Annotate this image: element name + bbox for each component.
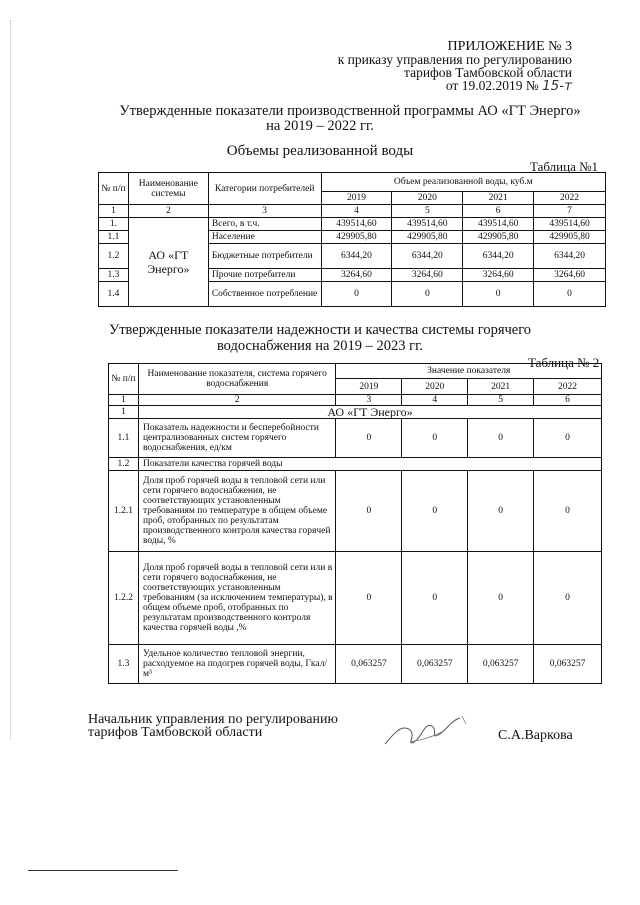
t1-cell: 439514,60 [463,218,534,231]
t2-row-num: 1.3 [109,645,139,684]
t2-cell: 0 [402,419,468,458]
t2-year: 2022 [534,379,602,395]
t1-cell: 0 [392,282,463,307]
t1-index-cell: 1 [99,205,129,218]
t2-year: 2019 [336,379,402,395]
t1-cell: 3264,60 [321,269,392,282]
t2-cell: 0 [468,471,534,552]
t1-row-category: Собственное потребление [208,282,321,307]
table2-title-line1: Утвержденные показатели надежности и качества системы горячего [108,322,532,338]
table2-title-line2: водоснабжения на 2019 – 2023 гг. [216,338,424,354]
t1-cell: 0 [463,282,534,307]
appendix-authority: тарифов Тамбовской области [404,65,572,80]
t2-cell: 0 [534,419,602,458]
bottom-rule [28,870,178,871]
t1-index-cell: 2 [128,205,208,218]
footer-position [88,713,338,739]
footer-position-line2: тарифов Тамбовской области [88,725,263,740]
main-title-line2: на 2019 – 2022 гг. [266,118,374,134]
t1-cell: 439514,60 [392,218,463,231]
appendix-order-ref: к приказу управления по регулированию [337,52,572,67]
t2-index-cell: 4 [402,395,468,406]
table1-subtitle: Объемы реализованной воды [226,143,414,159]
table-row [109,552,602,645]
t2-cell: 0 [336,419,402,458]
t1-row-num: 1.2 [99,244,129,269]
t2-cell: 0 [336,471,402,552]
t1-row-num: 1.1 [99,231,129,244]
table-row [109,419,602,458]
table-row [109,645,602,684]
t1-system-name: АО «ГТ Энерго» [128,218,208,307]
table-row [99,218,606,231]
t1-header-num: № п/п [99,173,129,205]
appendix-date-text: от 19.02.2019 № [445,78,539,93]
t2-header-num: № п/п [109,364,139,395]
t2-org-name: АО «ГТ Энерго» [138,406,601,419]
t2-cell: 0 [402,471,468,552]
t1-index-cell: 7 [534,205,606,218]
appendix-order-number: 15-т [542,78,572,94]
t2-index-cell: 3 [336,395,402,406]
t2-row-name: Показатели качества горячей воды [138,458,601,471]
t1-cell: 0 [321,282,392,307]
t1-cell: 439514,60 [534,218,606,231]
table1-label: Таблица №1 [530,159,599,174]
t1-row-category: Бюджетные потребители [208,244,321,269]
handwritten-signature [380,712,470,752]
t1-row-category: Прочие потребители [208,269,321,282]
t1-index-cell: 5 [392,205,463,218]
t1-cell: 6344,20 [321,244,392,269]
t1-cell: 6344,20 [463,244,534,269]
t2-index-cell: 2 [138,395,335,406]
t2-row-num: 1.2.2 [109,552,139,645]
table-row [109,471,602,552]
table1 [98,172,606,307]
t2-row-name: Доля проб горячей воды в тепловой сети или в сети горячего водоснабжения, не соответствующих установленным требованиям (за исключением температуры), в общем объеме проб, отобранных по результатам производственного контроля качества горячей воды ,% [138,552,335,645]
table2-title [80,322,560,354]
appendix-title: ПРИЛОЖЕНИЕ № 3 [447,39,572,54]
t2-cell: 0 [468,552,534,645]
t2-row-num: 1.1 [109,419,139,458]
t1-cell: 429905,80 [463,231,534,244]
t2-cell: 0,063257 [336,645,402,684]
table2-label: Таблица № 2 [528,355,600,370]
t1-cell: 0 [534,282,606,307]
t2-year: 2021 [468,379,534,395]
t1-cell: 429905,80 [534,231,606,244]
t1-row-category: Всего, в т.ч. [208,218,321,231]
t1-cell: 439514,60 [321,218,392,231]
t1-header-category: Категории потребителей [208,173,321,205]
appendix-date [338,79,572,93]
t2-org-num: 1 [109,406,139,419]
t1-cell: 429905,80 [392,231,463,244]
t2-index-cell: 6 [534,395,602,406]
t1-cell: 6344,20 [392,244,463,269]
t2-cell: 0 [534,471,602,552]
t2-cell: 0 [534,552,602,645]
t2-index-cell: 5 [468,395,534,406]
table-row [109,458,602,471]
t1-year: 2021 [463,192,534,205]
t1-cell: 6344,20 [534,244,606,269]
t1-row-num: 1. [99,218,129,231]
table2 [108,363,602,684]
footer-signer-name: С.А.Варкова [498,728,573,743]
footer-position-line1: Начальник управления по регулированию [88,712,338,727]
t1-row-num: 1.3 [99,269,129,282]
t1-row-category: Население [208,231,321,244]
t1-year: 2019 [321,192,392,205]
main-title-line1: Утвержденные показатели производственной программы АО «ГТ Энерго» [119,103,581,119]
t2-header-name: Наименование показателя, система горячего водоснабжения [138,364,335,395]
t2-row-num: 1.2.1 [109,471,139,552]
t2-row-name: Показатель надежности и бесперебойности централизованных систем горячего водоснабжения, ед/км [138,419,335,458]
t1-cell: 429905,80 [321,231,392,244]
t1-index-cell: 6 [463,205,534,218]
t2-cell: 0 [468,419,534,458]
t2-index-cell: 1 [109,395,139,406]
t2-cell: 0,063257 [468,645,534,684]
t1-cell: 3264,60 [392,269,463,282]
t1-row-num: 1.4 [99,282,129,307]
t2-cell: 0,063257 [402,645,468,684]
t1-cell: 3264,60 [534,269,606,282]
appendix-header [338,40,572,93]
t1-index-cell: 4 [321,205,392,218]
t2-cell: 0 [402,552,468,645]
t1-index-cell: 3 [208,205,321,218]
t2-cell: 0,063257 [534,645,602,684]
t1-header-system: Наименование системы [128,173,208,205]
t1-header-volume: Объем реализованной воды, куб.м [321,173,605,192]
t2-header-value: Значение показателя [336,364,602,379]
t2-row-name: Доля проб горячей воды в тепловой сети или сети горячего водоснабжения, не соответствующих установленным требованиям по температуре в общем объеме проб, отобранных по результатам производственного контроля качества горячей воды, % [138,471,335,552]
t2-row-num: 1.2 [109,458,139,471]
t1-year: 2022 [534,192,606,205]
t1-year: 2020 [392,192,463,205]
t2-cell: 0 [336,552,402,645]
t2-year: 2020 [402,379,468,395]
t2-row-name: Удельное количество тепловой энергии, расходуемое на подогрев горячей воды, Гкал/м³ [138,645,335,684]
t1-cell: 3264,60 [463,269,534,282]
